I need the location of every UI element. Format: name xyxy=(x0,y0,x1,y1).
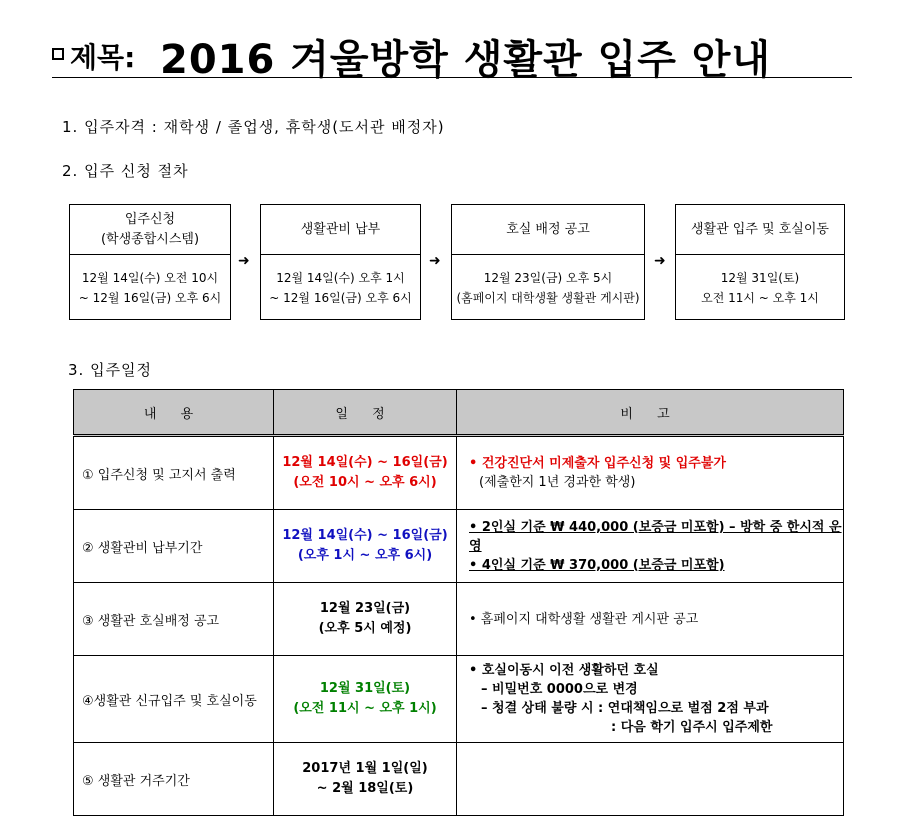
schedule-time: (오후 1시 ~ 오후 6시) xyxy=(297,548,433,563)
section-eligibility-text: 재학생 / 졸업생, 휴학생(도서관 배정자) xyxy=(163,118,445,136)
note-line: : 다음 학기 입주시 입주제한 xyxy=(611,720,773,735)
row-schedule xyxy=(274,436,457,510)
schedule-time: (오전 10시 ~ 오후 6시) xyxy=(293,475,437,490)
table-header: 일 정 xyxy=(274,390,457,436)
table-row xyxy=(74,436,844,510)
row-schedule xyxy=(274,583,457,656)
note-line: • 2인실 기준 ₩ 440,000 (보증금 미포함) – 방학 중 한시적 운영 xyxy=(469,519,842,554)
row-schedule xyxy=(274,743,457,816)
note-line: (제출한지 1년 경과한 학생) xyxy=(479,475,636,490)
flow-step-subtitle: (학생종합시스템) xyxy=(100,231,200,247)
table-header: 내 용 xyxy=(74,390,274,436)
table-row xyxy=(74,743,844,816)
flow-step-payment xyxy=(260,204,421,320)
flow-step-date: 12월 23일(금) 오후 5시 xyxy=(483,271,613,285)
arrow-right-icon: ➜ xyxy=(238,253,250,269)
row-content: ③ 생활관 호실배정 공고 xyxy=(74,583,274,656)
flow-step-title: 호실 배정 공고 xyxy=(506,221,590,237)
row-content: ⑤ 생활관 거주기간 xyxy=(74,743,274,816)
schedule-time: ~ 2월 18일(토) xyxy=(316,781,414,796)
row-note xyxy=(457,436,844,510)
section-schedule-heading: 3. 입주일정 xyxy=(68,361,153,379)
flow-step-room-notice xyxy=(451,204,645,320)
arrow-right-icon: ➜ xyxy=(429,253,441,269)
section-eligibility xyxy=(62,116,445,137)
flow-step-date: ~ 12월 16일(금) 오후 6시 xyxy=(78,291,222,305)
arrow-right-icon: ➜ xyxy=(654,253,666,269)
row-schedule xyxy=(274,510,457,583)
flow-step-date: 12월 31일(토) xyxy=(720,271,800,285)
row-content: ① 입주신청 및 고지서 출력 xyxy=(74,436,274,510)
row-note xyxy=(457,510,844,583)
schedule-date: 12월 14일(수) ~ 16일(금) xyxy=(282,455,448,470)
row-content: ④생활관 신규입주 및 호실이동 xyxy=(74,656,274,743)
table-row xyxy=(74,510,844,583)
note-line: • 호실이동시 이전 생활하던 호실 xyxy=(469,663,659,678)
note-line: – 비밀번호 0000으로 변경 xyxy=(481,682,638,697)
section-procedure-heading: 2. 입주 신청 절차 xyxy=(62,162,189,180)
page-title: 2016 겨울방학 생활관 입주 안내 xyxy=(160,37,772,83)
flow-step-apply xyxy=(69,204,231,320)
note-line: • 건강진단서 미제출자 입주신청 및 입주불가 xyxy=(469,456,726,471)
title-prefix: 제목: xyxy=(70,41,136,74)
flow-step-title: 생활관 입주 및 호실이동 xyxy=(691,221,829,237)
table-header: 비 고 xyxy=(457,390,844,436)
title-bar xyxy=(52,22,852,83)
row-note xyxy=(457,743,844,816)
flow-step-title: 입주신청 xyxy=(124,211,176,227)
schedule-date: 12월 14일(수) ~ 16일(금) xyxy=(282,528,448,543)
row-note xyxy=(457,583,844,656)
checkbox-square-icon xyxy=(52,48,64,60)
section-eligibility-label: 1. 입주자격 : xyxy=(62,118,158,136)
schedule-date: 2017년 1월 1일(일) xyxy=(302,761,428,776)
flow-step-date: 오전 11시 ~ 오후 1시 xyxy=(701,291,819,305)
note-line: • 홈페이지 대학생활 생활관 게시판 공고 xyxy=(469,611,699,627)
flow-step-date: ~ 12월 16일(금) 오후 6시 xyxy=(269,291,412,305)
schedule-time: (오전 11시 ~ 오후 1시) xyxy=(293,701,437,716)
note-line: • 4인실 기준 ₩ 370,000 (보증금 미포함) xyxy=(469,557,725,573)
row-note xyxy=(457,656,844,743)
schedule-time: (오후 5시 예정) xyxy=(318,621,412,636)
schedule-table xyxy=(73,389,844,816)
flow-step-date: 12월 14일(수) 오후 1시 xyxy=(276,271,405,285)
flow-step-date: (홈페이지 대학생활 생활관 게시판) xyxy=(456,291,640,305)
flow-step-date: 12월 14일(수) 오전 10시 xyxy=(81,271,219,285)
row-schedule xyxy=(274,656,457,743)
row-content: ② 생활관비 납부기간 xyxy=(74,510,274,583)
note-line: – 청결 상태 불량 시 : 연대책임으로 벌점 2점 부과 xyxy=(481,701,769,716)
flow-step-move-in xyxy=(675,204,845,320)
schedule-date: 12월 31일(토) xyxy=(319,681,411,696)
schedule-date: 12월 23일(금) xyxy=(319,601,411,616)
table-row xyxy=(74,583,844,656)
flow-step-title: 생활관비 납부 xyxy=(300,221,381,237)
table-header-row xyxy=(74,390,844,436)
table-row xyxy=(74,656,844,743)
